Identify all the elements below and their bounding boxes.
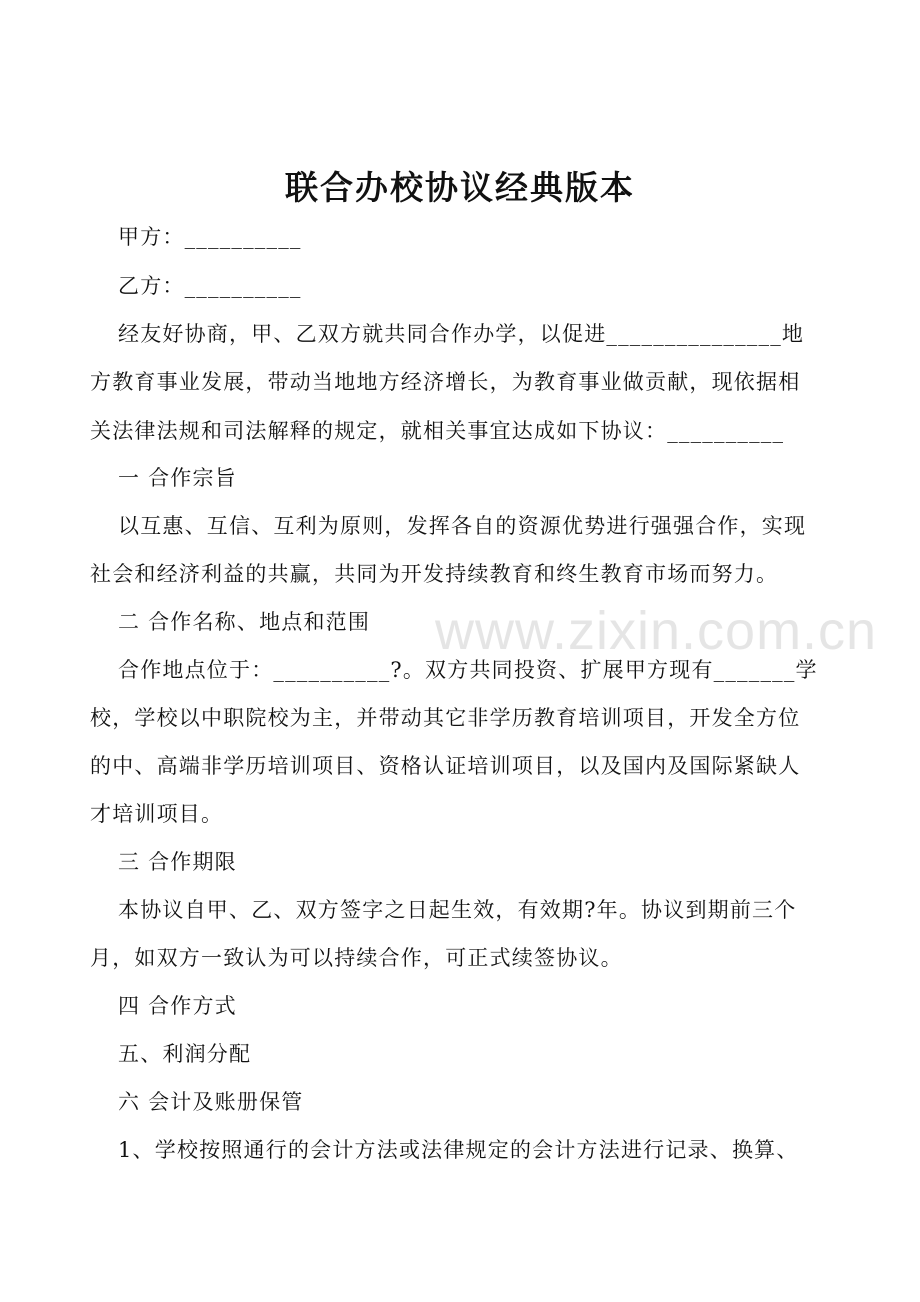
paragraph-line: 1、学校按照通行的会计方法或法律规定的会计方法进行记录、换算、 xyxy=(118,1138,799,1162)
party-b-line: 乙方：__________ xyxy=(118,274,302,298)
section-heading: 五、利润分配 xyxy=(118,1042,252,1066)
paragraph-line: 合作地点位于：__________?。双方共同投资、扩展甲方现有_______学 xyxy=(118,658,818,682)
paragraph-line: 才培训项目。 xyxy=(90,802,224,826)
section-heading: 四 合作方式 xyxy=(118,994,237,1018)
section-heading: 六 会计及账册保管 xyxy=(118,1090,304,1114)
paragraph-line: 方教育事业发展，带动当地地方经济增长，为教育事业做贡献，现依据相 xyxy=(90,370,801,394)
section-heading: 三 合作期限 xyxy=(118,850,237,874)
paragraph-line: 以互惠、互信、互利为原则，发挥各自的资源优势进行强强合作，实现 xyxy=(118,514,807,538)
paragraph-line: 关法律法规和司法解释的规定，就相关事宜达成如下协议：__________ xyxy=(90,419,785,443)
section-heading: 二 合作名称、地点和范围 xyxy=(118,610,371,634)
paragraph-line: 校，学校以中职院校为主，并带动其它非学历教育培训项目，开发全方位 xyxy=(90,706,801,730)
paragraph-line: 月，如双方一致认为可以持续合作，可正式续签协议。 xyxy=(90,946,623,970)
paragraph-line: 本协议自甲、乙、双方签字之日起生效，有效期?年。协议到期前三个 xyxy=(118,898,797,922)
section-heading: 一 合作宗旨 xyxy=(118,466,237,490)
party-a-line: 甲方：__________ xyxy=(118,225,302,249)
paragraph-line: 社会和经济利益的共赢，共同为开发持续教育和终生教育市场而努力。 xyxy=(90,562,779,586)
paragraph-line: 经友好协商，甲、乙双方就共同合作办学，以促进_______________地 xyxy=(118,322,805,346)
paragraph-line: 的中、高端非学历培训项目、资格认证培训项目，以及国内及国际紧缺人 xyxy=(90,754,801,778)
watermark: www.zixin.com.cn xyxy=(435,601,878,661)
document-title: 联合办校协议经典版本 xyxy=(285,168,635,207)
